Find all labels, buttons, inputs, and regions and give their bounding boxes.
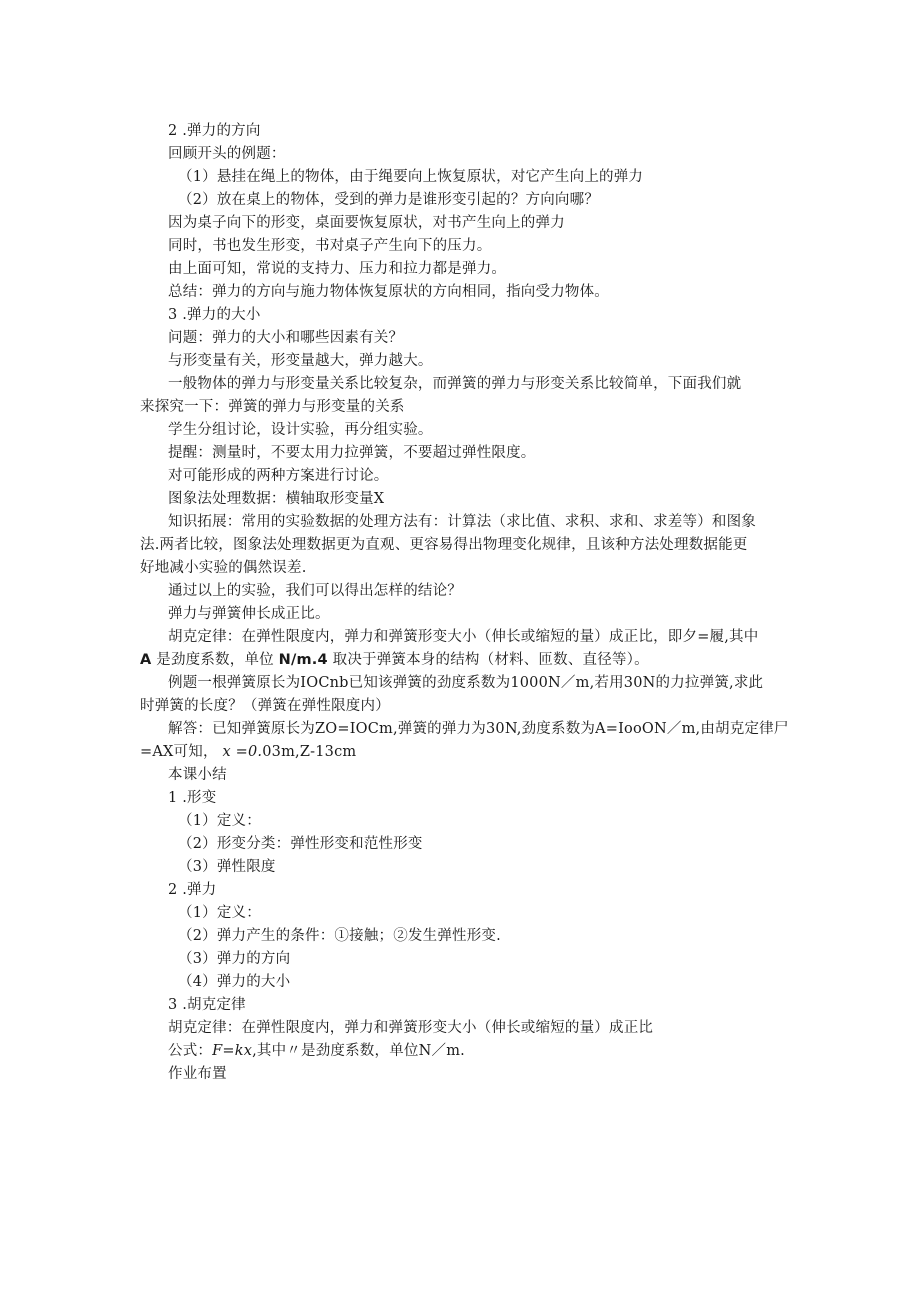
text-line: 提醒：测量时，不要太用力拉弹簧，不要超过弹性限度。 xyxy=(168,445,536,461)
bold-unit: N/m.4 xyxy=(278,652,328,668)
italic-fragment: x =0. xyxy=(222,744,263,760)
text-line: 知识拓展：常用的实验数据的处理方法有：计算法（求比值、求积、求和、求差等）和图象 xyxy=(168,514,756,530)
text-fragment: 03m,Z-13cm xyxy=(262,744,357,760)
text-line: 图象法处理数据：横轴取形变量X xyxy=(168,491,385,507)
text-fragment: ,其中〃是劲度系数，单位N／m. xyxy=(252,1043,465,1059)
summary-subitem: （1）定义： xyxy=(178,905,261,921)
summary-item: 3 .胡克定律 xyxy=(168,997,246,1013)
text-line: 由上面可知，常说的支持力、压力和拉力都是弹力。 xyxy=(168,261,507,277)
text-fragment: =AX可知， xyxy=(140,744,218,760)
text-line: （2）放在桌上的物体，受到的弹力是谁形变引起的？方向向哪？ xyxy=(178,192,600,208)
example-line: 例题一根弹簧原长为IOCnb已知该弹簧的劲度系数为1000N／m,若用30N的力拉弹簧,求此 xyxy=(168,675,764,691)
text-line: 对可能形成的两种方案进行讨论。 xyxy=(168,468,389,484)
text-line: 回顾开头的例题： xyxy=(168,146,286,162)
text-fragment: 是劲度系数，单位 xyxy=(156,652,274,668)
text-line: 来探究一下：弹簧的弹力与形变量的关系 xyxy=(140,399,405,415)
summary-line: 总结：弹力的方向与施力物体恢复原状的方向相同，指向受力物体。 xyxy=(168,284,609,300)
text-line: 同时，书也发生形变，书对桌子产生向下的压力。 xyxy=(168,238,492,254)
hooke-law-line: 胡克定律：在弹性限度内，弹力和弹簧形变大小（伸长或缩短的量）成正比，即夕=履,其中 xyxy=(168,629,759,645)
text-line: 通过以上的实验，我们可以得出怎样的结论？ xyxy=(168,583,462,599)
heading-lesson-summary: 本课小结 xyxy=(168,767,227,783)
summary-item: 1 .形变 xyxy=(168,790,217,806)
hooke-k-line xyxy=(140,650,649,670)
summary-subitem: （1）定义： xyxy=(178,813,261,829)
summary-item: 2 .弹力 xyxy=(168,882,217,898)
summary-subitem: （3）弹性限度 xyxy=(178,859,276,875)
text-fragment: 公式： xyxy=(168,1043,213,1059)
formula-italic: F=kx xyxy=(212,1043,253,1059)
text-fragment: 取决于弹簧本身的结构（材料、匝数、直径等）。 xyxy=(332,652,649,668)
summary-subitem: （2）形变分类：弹性形变和范性形变 xyxy=(178,836,423,852)
summary-subitem: （4）弹力的大小 xyxy=(178,974,291,990)
heading-homework: 作业布置 xyxy=(168,1066,227,1082)
text-line: 胡克定律：在弹性限度内，弹力和弹簧形变大小（伸长或缩短的量）成正比 xyxy=(168,1020,654,1036)
text-line: 一般物体的弹力与形变量关系比较复杂，而弹簧的弹力与形变关系比较简单，下面我们就 xyxy=(168,376,742,392)
text-line: 因为桌子向下的形变，桌面要恢复原状，对书产生向上的弹力 xyxy=(168,215,565,231)
text-line: 法.两者比较，图象法处理数据更为直观、更容易得出物理变化规律，且该种方法处理数据能更 xyxy=(140,537,748,553)
formula-line xyxy=(168,1041,465,1061)
heading-elastic-direction: 2 .弹力的方向 xyxy=(168,123,261,139)
heading-elastic-magnitude: 3 .弹力的大小 xyxy=(168,307,261,323)
text-line: 学生分组讨论，设计实验，再分组实验。 xyxy=(168,422,433,438)
text-line: 好地减小实验的偶然误差. xyxy=(140,560,307,576)
summary-subitem: （2）弹力产生的条件：①接触；②发生弹性形变. xyxy=(178,928,501,944)
text-line: 与形变量有关，形变量越大，弹力越大。 xyxy=(168,353,433,369)
text-line: 问题：弹力的大小和哪些因素有关？ xyxy=(168,330,404,346)
text-line: （1）悬挂在绳上的物体，由于绳要向上恢复原状，对它产生向上的弹力 xyxy=(178,169,644,185)
summary-subitem: （3）弹力的方向 xyxy=(178,951,291,967)
bold-symbol: A xyxy=(140,652,152,668)
text-line: 时弹簧的长度？（弹簧在弹性限度内） xyxy=(140,698,390,714)
answer-continuation xyxy=(140,742,356,762)
text-line: 弹力与弹簧伸长成正比。 xyxy=(168,606,330,622)
answer-line: 解答：已知弹簧原长为ZO=IOCm,弹簧的弹力为30N,劲度系数为A=IooON／m,由胡克定律尸 xyxy=(168,721,789,737)
